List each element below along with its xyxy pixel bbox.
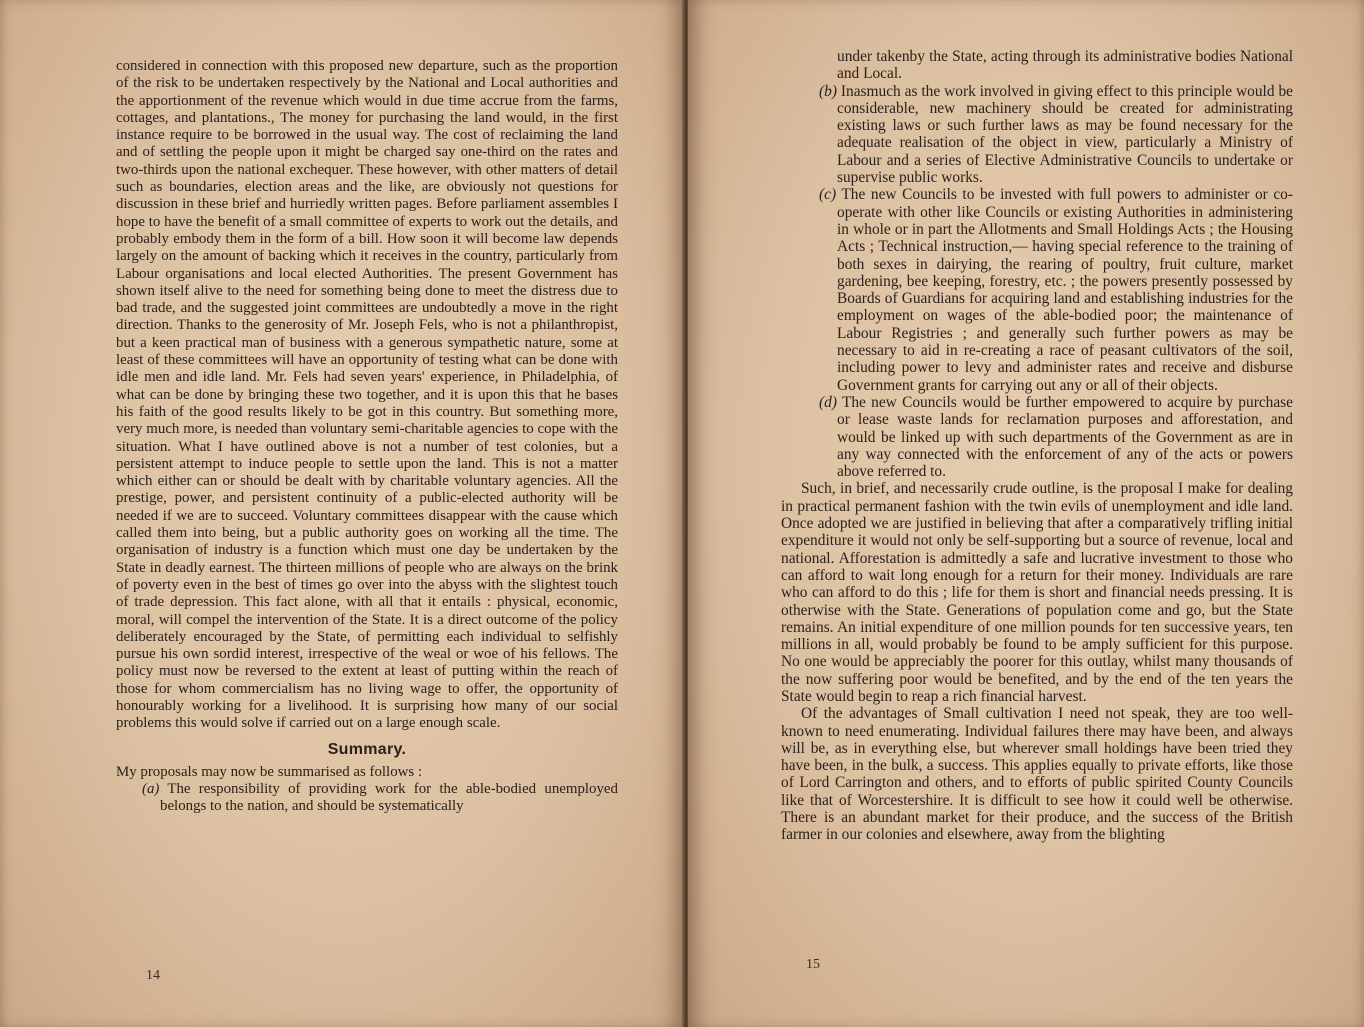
page-number-left: 14 [146, 968, 160, 983]
list-item-c-label: (c) [819, 186, 837, 204]
list-item-c [819, 186, 1293, 394]
list-item-a [142, 781, 618, 816]
list-item-b-text: Inasmuch as the work involved in giving effect to this principle would be considerable, new machinery should be created for administrating existing laws or such further laws as may be found necessary for the adequate realisation of the object in view, particularly a Ministry of Labour and a series of Elective Administrative Councils to undertake or supervise public works. [837, 82, 1293, 187]
list-item-b [819, 83, 1293, 187]
list-item-a-text: The responsibility of providing work for the able-bodied unemployed belongs to the nation, and should be systematically [160, 781, 618, 815]
list-item-a-label: (a) [142, 781, 160, 798]
list-item-d [819, 394, 1293, 480]
list-item-b-label: (b) [819, 82, 837, 100]
summary-intro: My proposals may now be summarised as follows : [116, 763, 423, 780]
page-number-right: 15 [806, 957, 820, 972]
list-item-d-label: (d) [819, 393, 837, 411]
right-page [688, 0, 1364, 1027]
continuation-text: under takenby the State, acting through its administrative bodies National and Local. [837, 48, 1293, 83]
list-item-c-text: The new Councils to be invested with full powers to administer or co-operate with other like Councils or existing Authorities in administering in whole or in part the Allotments and Small Holdings Acts ; the Housing Acts ; Technical instruction,— having special reference to the training of both sexes in dairying, the rearing of poultry, fruit culture, market gardening, bee keeping, forestry, etc. ; the powers presently possessed by Boards of Guardians for acquiring land and establishing industries for the employment on wages of the able-bodied poor; the maintenance of Labour Registries ; and generally such further powers as may be necessary to aid in re-creating a race of peasant cultivators of the soil, including power to levy and administer rates and receive and disburse Government grants for carrying out any or all of their objects. [837, 186, 1293, 394]
left-page-text [116, 58, 618, 816]
paragraph-small-cultivation: Of the advantages of Small cultivation I need not speak, they are too well-known to need enumerating. Individual failures there may have been, and always will be, as in everything else, but wherever small holdings have been tried they have been, in the bulk, a success. This applies equally to private efforts, like those of Lord Carrington and others, and to efforts of public spirited County Councils like that of Worcestershire. It is difficult to see how it could well be otherwise. There is an abundant market for their produce, and the success of the British farmer in our colonies and elsewhere, away from the blighting [781, 705, 1293, 844]
paragraph-proposal: Such, in brief, and necessarily crude outline, is the proposal I make for dealing in practical permanent fashion with the twin evils of unemployment and idle land. Once adopted we are justified in believing that after a comparatively trifling initial expenditure it would not only be self-supporting but a source of revenue, local and national. Afforestation is admittedly a safe and lucrative investment to those who can afford to wait long enough for a return for their money. Individuals are rare who can afford to do this ; life for them is short and financial needs pressing. It is otherwise with the State. Generations of population come and go, but the State remains. An initial expenditure of one million pounds for ten successive years, ten millions in all, would probably be found to be amply sufficient for this purpose. No one would be appreciably the poorer for this outlay, whilst many thousands of the now suffering poor would be benefited, and by the end of the ten years the State would begin to reap a rich financial harvest. [781, 480, 1293, 705]
paragraph-main: considered in connection with this proposed new departure, such as the proportion of the risk to be undertaken respectively by the National and Local authorities and the apportionment of the revenue which would in due time accrue from the farms, cottages, and plantations., The money for purchasing the land would, in the first instance require to be borrowed in the usual way. The cost of reclaiming the land and of settling the people upon it might be charged say one-third on the rates and two-thirds upon the national exchequer. These however, with other matters of detail such as boundaries, election areas and the like, are obviously not questions for discussion in these brief and hurriedly written pages. Before parliament assembles I hope to have the benefit of a small committee of experts to work out the details, and probably embody them in the form of a bill. How soon it will become law depends largely on the amount of backing which it receives in the country, particularly from Labour organisations and local elected Authorities. The present Government has shown itself alive to the need for something being done to meet the distress due to bad trade, and the suggested joint committees are undoubtedly a move in the right direction. Thanks to the generosity of Mr. Joseph Fels, who is not a philanthropist, but a keen practical man of business with a generous sympathetic nature, some at least of these committees will have an opportunity of testing what can be done with idle men and idle land. Mr. Fels had seven years' experience, in Philadelphia, of what can be done by bringing these two together, and it is upon this that he bases his faith of the good results likely to be got in this country. But something more, very much more, is needed than voluntary semi-charitable agencies to cope with the situation. What I have outlined above is not a number of test colonies, but a persistent attempt to induce people to settle upon the land. This is not a matter which either can or should be dealt with by charitable voluntary agencies. All the prestige, power, and persistent continuity of a public-elected authority will be needed if we are to succeed. Voluntary committees disappear with the cause which called them into being, but a public authority goes on working all the time. The organisation of industry is a function which must one day be undertaken by the State in deadly earnest. The thirteen millions of people who are always on the brink of poverty even in the best of times go over into the abyss with the slightest touch of trade depression. This fact alone, with all that it entails : physical, economic, moral, will compel the intervention of the State. It is a direct outcome of the policy deliberately encouraged by the State, of permitting each individual to selfishly pursue his own sordid interest, irrespective of the weal or woe of his fellows. The policy must now be reversed to the extent at least of putting within the reach of those for whom commercialism has no living wage to offer, the opportunity of honourably working for a livelihood. It is surprising how many of our social problems this would solve if carried out on a large enough scale. [116, 58, 618, 732]
list-item-d-text: The new Councils would be further empowered to acquire by purchase or lease waste lands for reclamation purposes and afforestation, and would be linked up with such departments of the Government as are in any way connected with the enforcement of any of the acts or powers above referred to. [837, 393, 1293, 481]
right-page-text [781, 48, 1293, 844]
summary-heading: Summary. [327, 740, 407, 758]
